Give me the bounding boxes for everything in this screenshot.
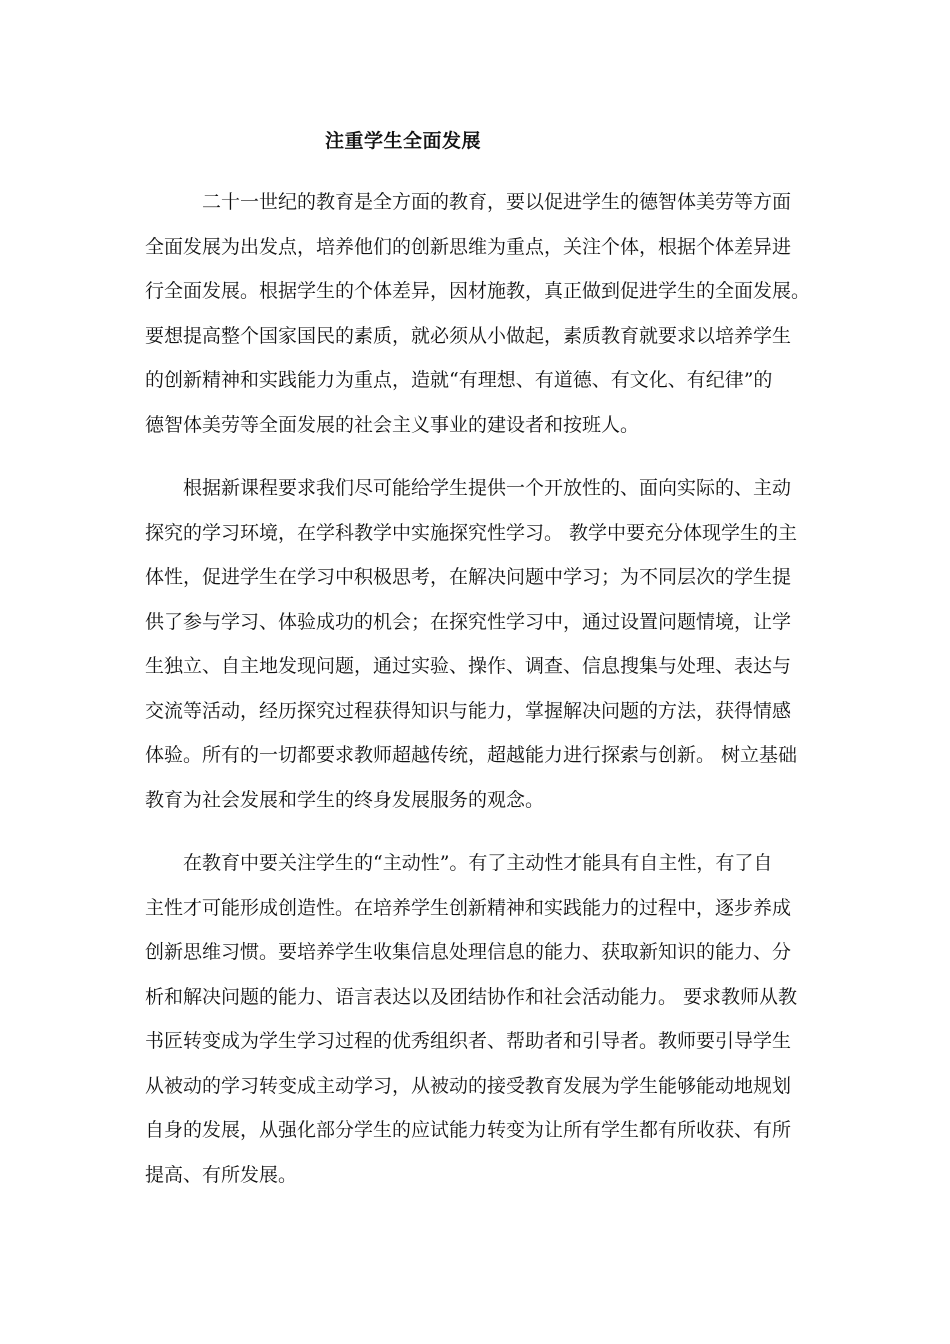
paragraph-line: 在教育中要关注学生的“主动性”。有了主动性才能具有自主性，有了自: [183, 852, 773, 874]
paragraph-line: 从被动的学习转变成主动学习，从被动的接受教育发展为学生能够能动地规划: [145, 1074, 792, 1097]
paragraph-line: 主性才可能形成创造性。在培养学生创新精神和实践能力的过程中，逐步养成: [145, 896, 792, 919]
paragraph-line: 行全面发展。根据学生的个体差异，因材施教，真正做到促进学生的全面发展。: [145, 280, 810, 302]
paragraph-line: 探究的学习环境，在学科教学中实施探究性学习。 教学中要充分体现学生的主: [145, 521, 798, 544]
paragraph-line: 书匠转变成为学生学习过程的优秀组织者、帮助者和引导者。教师要引导学生: [145, 1030, 792, 1052]
paragraph-line: 全面发展为出发点，培养他们的创新思维为重点，关注个体，根据个体差异进: [145, 235, 792, 258]
paragraph-line: 要想提高整个国家国民的素质，就必须从小做起，素质教育就要求以培养学生: [145, 324, 792, 347]
paragraph-line: 的创新精神和实践能力为重点，造就“有理想、有道德、有文化、有纪律”的: [145, 369, 773, 391]
paragraph-line: 供了参与学习、体验成功的机会；在探究性学习中，通过设置问题情境，让学: [145, 610, 792, 633]
paragraph-line: 自身的发展，从强化部分学生的应试能力转变为让所有学生都有所收获、有所: [145, 1119, 792, 1141]
paragraph-3: [145, 841, 810, 1197]
paragraph-line: 交流等活动，经历探究过程获得知识与能力，掌握解决问题的方法，获得情感: [145, 699, 792, 722]
paragraph-line: 体性，促进学生在学习中积极思考，在解决问题中学习；为不同层次的学生提: [145, 566, 792, 588]
paragraph-line: 生独立、自主地发现问题，通过实验、操作、调查、信息搜集与处理、表达与: [145, 655, 792, 677]
document-title: 注重学生全面发展: [325, 130, 482, 152]
paragraph-line: 创新思维习惯。要培养学生收集信息处理信息的能力、获取新知识的能力、分: [145, 941, 792, 963]
paragraph-1: [145, 180, 810, 447]
paragraph-line: 体验。所有的一切都要求教师超越传统，超越能力进行探索与创新。 树立基础: [145, 744, 798, 766]
paragraph-line: 析和解决问题的能力、语言表达以及团结协作和社会活动能力。 要求教师从教: [145, 985, 798, 1008]
paragraph-line: 德智体美劳等全面发展的社会主义事业的建设者和按班人。: [145, 413, 640, 436]
paragraph-2: [145, 466, 810, 822]
paragraph-line: 教育为社会发展和学生的终身发展服务的观念。: [145, 788, 545, 811]
paragraph-line: 根据新课程要求我们尽可能给学生提供一个开放性的、面向实际的、主动: [183, 477, 792, 499]
paragraph-line: 提高、有所发展。: [145, 1163, 298, 1186]
paragraph-line: 二十一世纪的教育是全方面的教育，要以促进学生的德智体美劳等方面: [202, 191, 792, 213]
